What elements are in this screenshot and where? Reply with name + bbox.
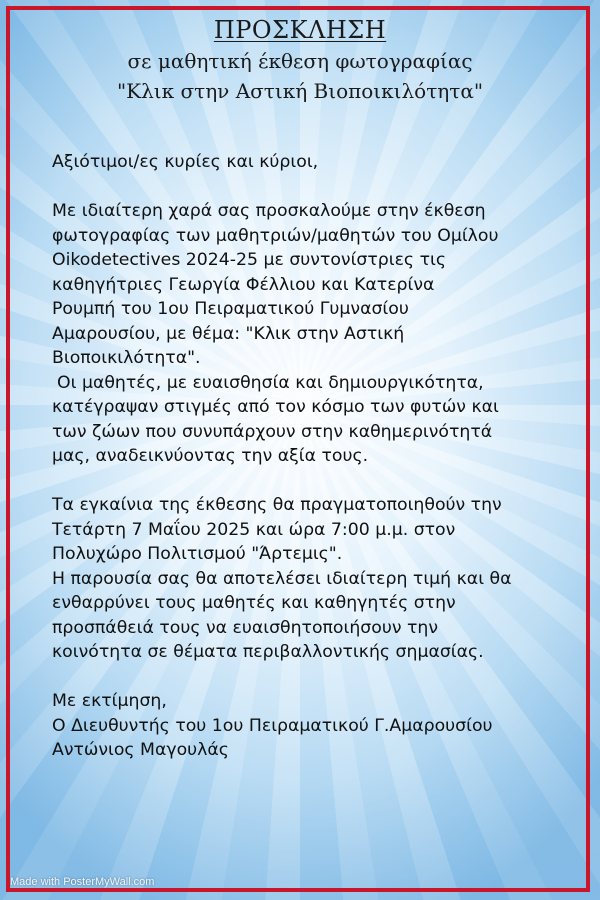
signatory-name: Αντώνιος Μαγουλάς (52, 740, 229, 760)
text-line: ενθαρρύνει τους μαθητές και καθηγητές στην (52, 593, 456, 613)
text-line: μας, αναδεικνύοντας την αξία τους. (52, 446, 369, 466)
text-line: Βιοποικιλότητα". (52, 348, 201, 368)
paragraph-invitation (52, 199, 572, 469)
closing-salutation: Με εκτίμηση, (52, 691, 167, 711)
greeting: Αξιότιμοι/ες κυρίες και κύριοι, (52, 152, 319, 172)
text-line: Πολυχώρο Πολιτισμού "Άρτεμις". (52, 544, 343, 564)
text-line: Αμαρουσίου, με θέμα: "Κλικ στην Αστική (52, 323, 405, 344)
exhibition-subtitle: σε μαθητική έκθεση φωτογραφίας (127, 49, 473, 73)
invitation-title: ΠΡΟΣΚΛΗΣΗ (213, 16, 387, 44)
text-line: κοινότητα σε θέματα περιβαλλοντικής σημασίας. (52, 642, 484, 662)
postermywall-watermark: Made with PosterMyWall.com (10, 876, 155, 888)
text-line: Oikodetectives 2024-25 με συντονίστριες τις (52, 250, 446, 270)
exhibition-name: "Κλικ στην Αστική Βιοποικιλότητα" (116, 79, 484, 103)
text-line: φωτογραφίας των μαθητριών/μαθητών του Ομίλου (52, 225, 499, 246)
poster-header (0, 14, 600, 106)
text-line: προσπάθειά τους να ευαισθητοποιήσουν την (52, 617, 438, 638)
text-line: κατέγραψαν στιγμές από τον κόσμο των φυτών και (52, 397, 499, 417)
text-line: Ρουμπή του 1ου Πειραματικού Γυμνασίου (52, 299, 409, 319)
signatory-title: Ο Διευθυντής του 1ου Πειραματικού Γ.Αμαρουσίου (52, 715, 493, 736)
text-line: Με ιδιαίτερη χαρά σας προσκαλούμε στην έκθεση (52, 201, 486, 221)
signature-block (52, 689, 572, 763)
text-line: Τετάρτη 7 Μαΐου 2025 και ώρα 7:00 μ.μ. στον (52, 519, 456, 540)
text-line: Οι μαθητές, με ευαισθησία και δημιουργικότητα, (57, 372, 484, 393)
text-line: Η παρουσία σας θα αποτελέσει ιδιαίτερη τιμή και θα (52, 568, 512, 589)
invitation-body (52, 150, 572, 763)
text-line: των ζώων που συνυπάρχουν στην καθημερινότητά (52, 421, 493, 442)
text-line: Τα εγκαίνια της έκθεσης θα πραγματοποιηθούν την (52, 495, 502, 515)
text-line: καθηγήτριες Γεωργία Φέλλιου και Κατερίνα (52, 274, 435, 295)
paragraph-opening-details (52, 493, 572, 665)
